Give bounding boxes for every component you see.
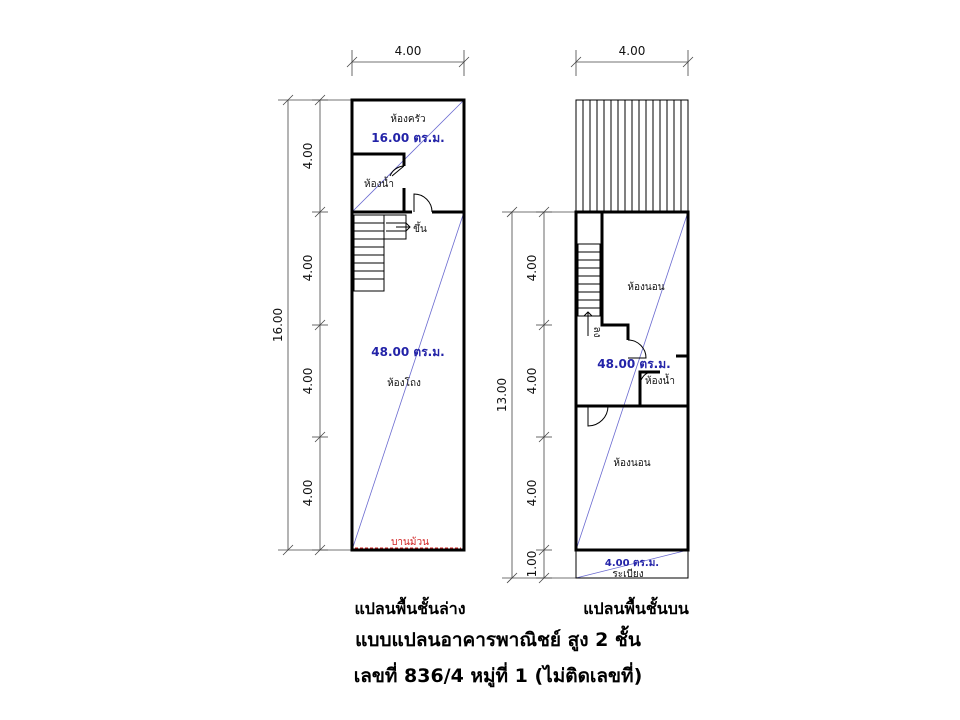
upper-seg-dim-2: 4.00 <box>525 367 539 395</box>
hall-label: ห้องโถง <box>387 378 421 389</box>
upper-floor-plan <box>495 44 693 583</box>
stair-up-label: ขึ้น <box>413 224 427 235</box>
drawing-title: แบบแปลนอาคารพาณิชย์ สูง 2 ชั้น <box>355 629 641 651</box>
drawing-address: เลขที่ 836/4 หมู่ที่ 1 (ไม่ติดเลขที่) <box>353 665 643 687</box>
bathroom-wall <box>352 154 404 166</box>
ground-staircase <box>354 215 410 291</box>
ground-seg-dim-4: 4.00 <box>301 479 315 507</box>
kitchen-label: ห้องครัว <box>390 114 426 125</box>
upper-width-label: 4.00 <box>618 44 646 58</box>
upper-seg-dim-4: 1.00 <box>525 550 539 578</box>
ground-bathroom-label: ห้องน้ำ <box>364 179 394 190</box>
upper-area-label: 48.00 ตร.ม. <box>597 357 671 371</box>
upper-stair-wall <box>602 212 628 340</box>
ground-outer-wall <box>352 100 464 550</box>
balcony-area-label: 4.00 ตร.ม. <box>604 558 660 569</box>
kitchen-area-label: 16.00 ตร.ม. <box>371 131 445 145</box>
ground-segment-dimensions <box>301 95 328 555</box>
upper-segment-dimensions <box>525 207 552 583</box>
ground-floor-plan <box>271 44 469 555</box>
bathroom-door <box>390 166 404 176</box>
kitchen-door <box>414 194 432 212</box>
bedroom2-label: ห้องนอน <box>613 458 651 469</box>
upper-floor-caption: แปลนพื้นชั้นบน <box>583 599 689 618</box>
upper-staircase <box>578 244 600 336</box>
ground-seg-dim-2: 4.00 <box>301 254 315 282</box>
stair-down-label: ลง <box>591 326 602 338</box>
upper-total-label: 13.00 <box>495 377 509 413</box>
hall-area-label: 48.00 ตร.ม. <box>371 345 445 359</box>
ground-total-label: 16.00 <box>271 307 285 343</box>
ground-floor-caption: แปลนพื้นชั้นล่าง <box>354 599 466 618</box>
bedroom1-label: ห้องนอน <box>627 282 665 293</box>
upper-seg-dim-1: 4.00 <box>525 254 539 282</box>
upper-width-dimension <box>571 44 693 76</box>
roof-hatch <box>576 100 688 212</box>
bedroom2-door <box>588 406 608 426</box>
ground-width-dimension <box>347 44 469 76</box>
ground-seg-dim-1: 4.00 <box>301 142 315 170</box>
balcony-label: ระเบียง <box>612 569 644 580</box>
ground-seg-dim-3: 4.00 <box>301 367 315 395</box>
ground-width-label: 4.00 <box>394 44 422 58</box>
upper-bathroom-label: ห้องน้ำ <box>645 376 675 387</box>
upper-seg-dim-3: 4.00 <box>525 479 539 507</box>
bedroom1-door <box>628 340 646 358</box>
rolling-shutter-label: บานม้วน <box>391 537 429 548</box>
